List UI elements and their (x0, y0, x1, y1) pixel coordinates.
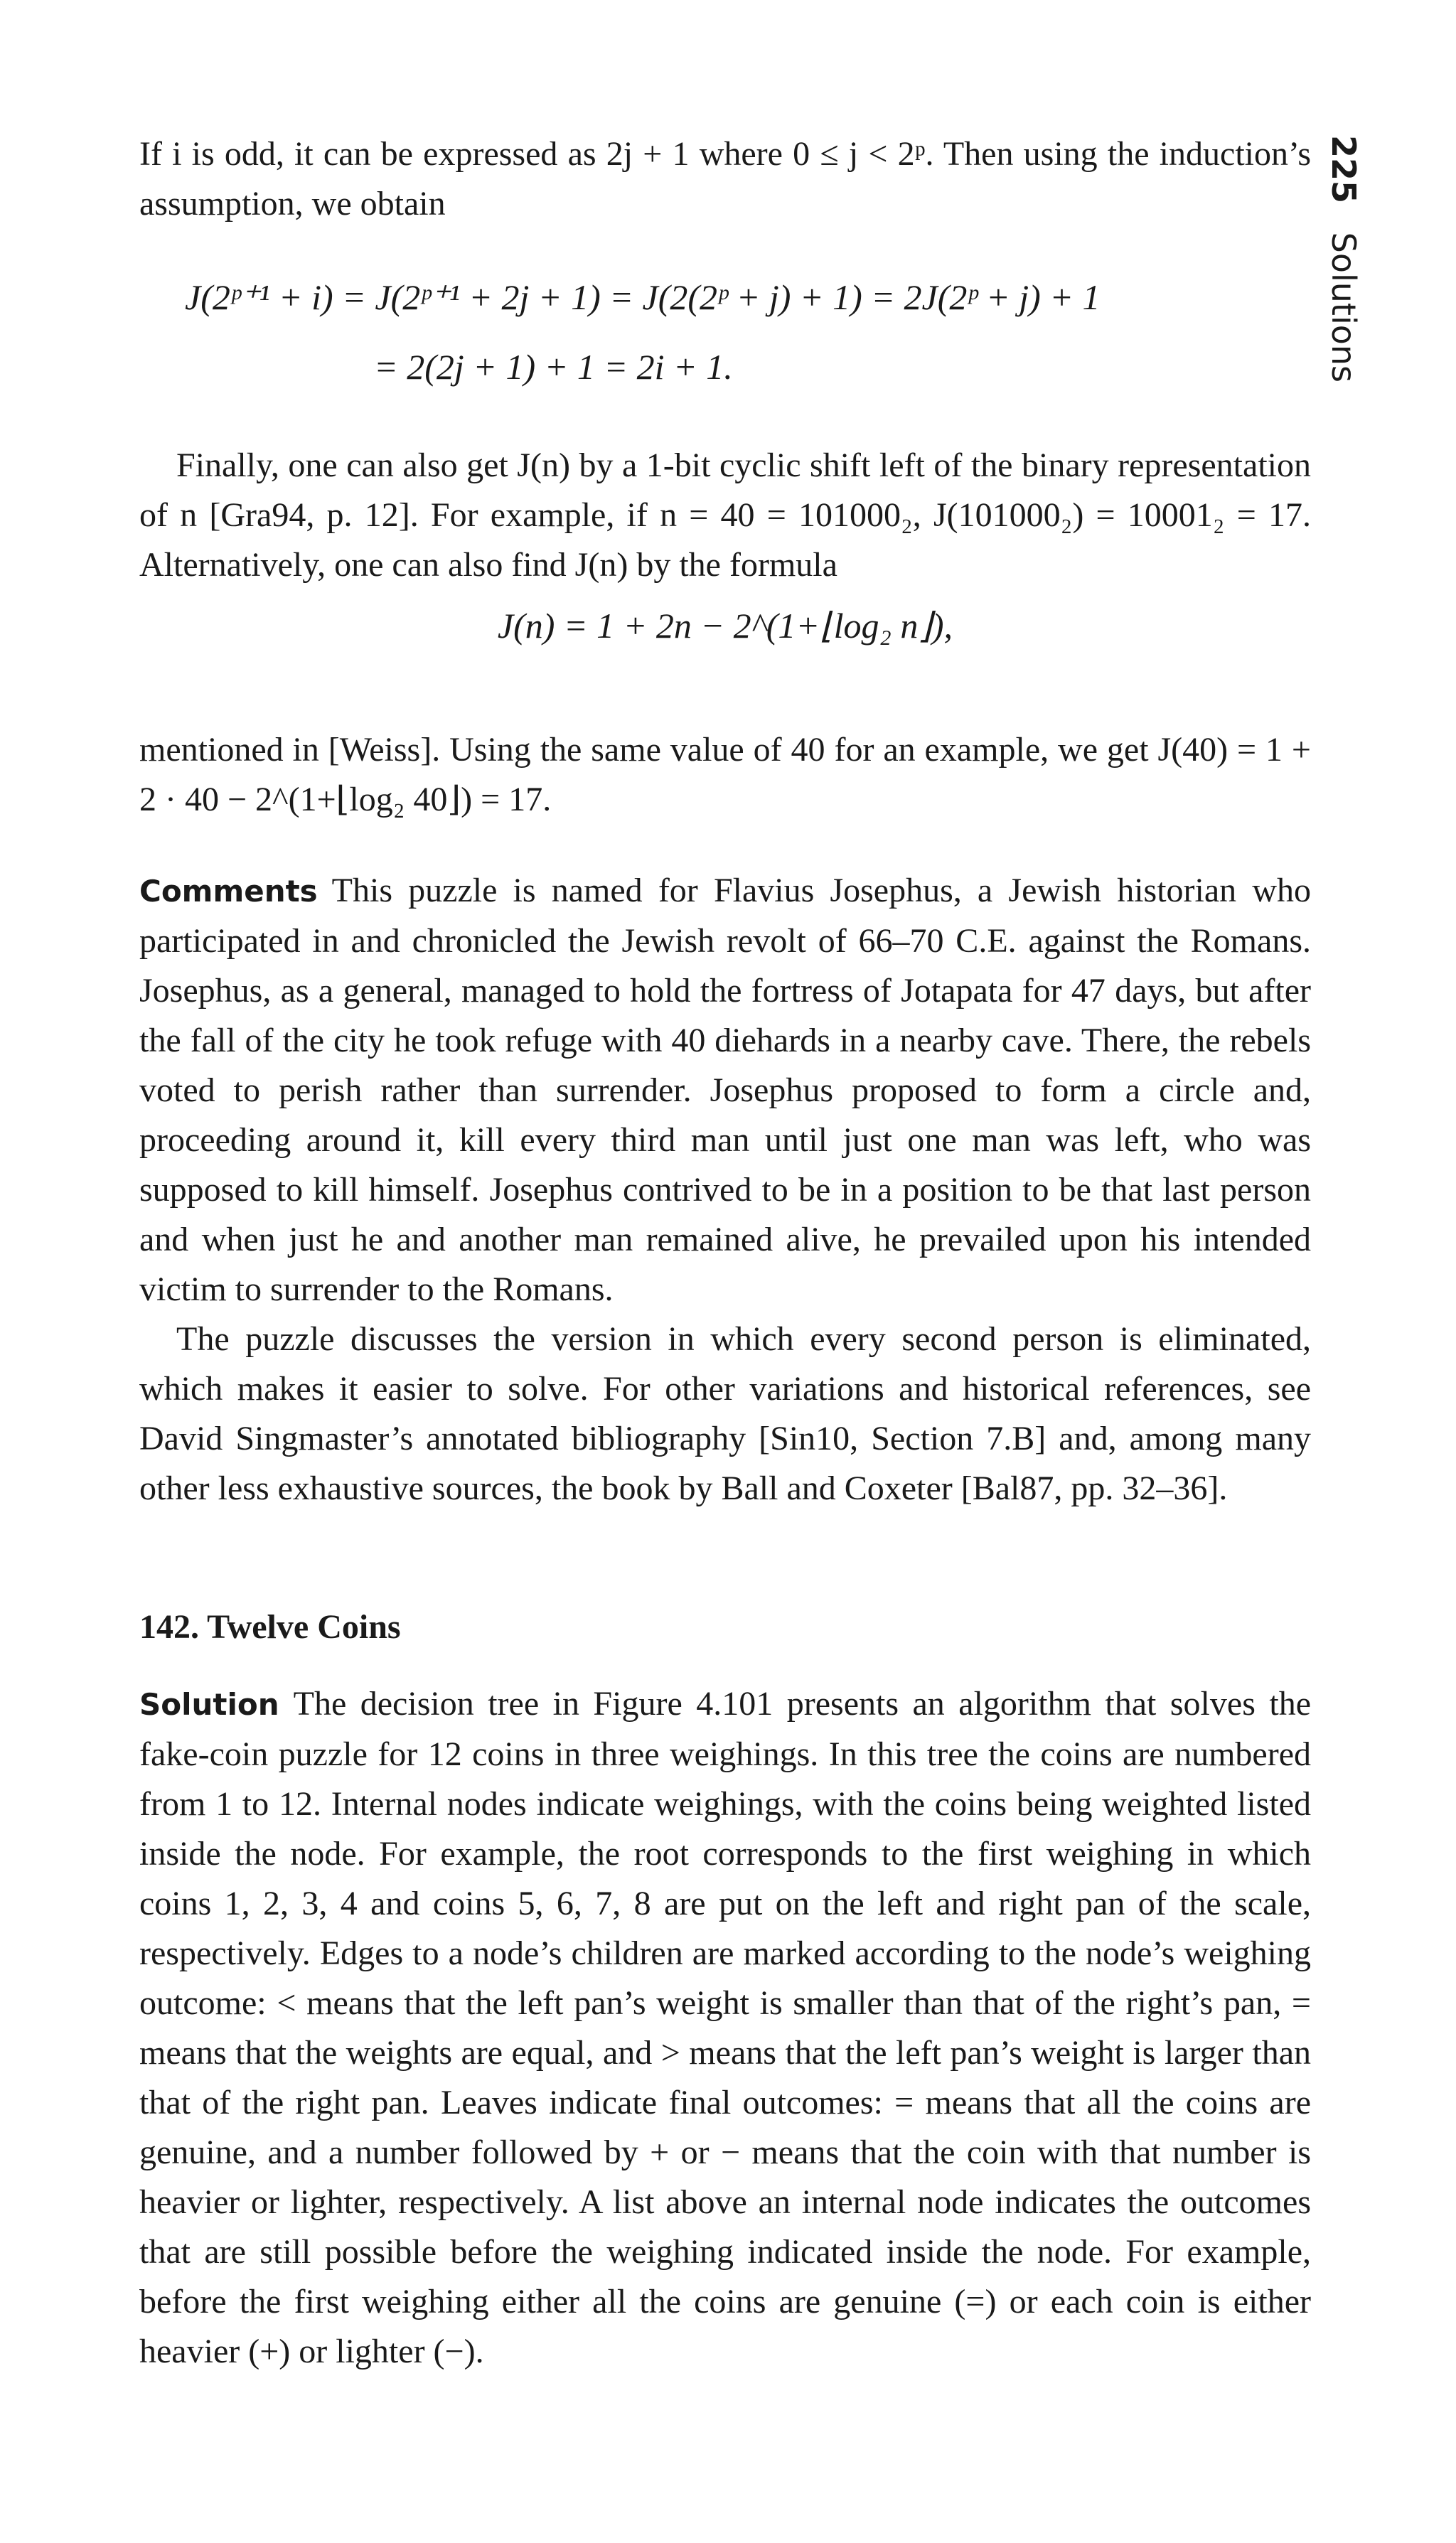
finally-paragraph: Finally, one can also get J(n) by a 1-bit cyclic shift left of the binary representation of n [Gra94, p. 12]. For example, if n = 40 = 101000₂, J(101000₂) = 10001₂ = 17. Alternatively, one can also find J(n) by the formula (139, 446, 1311, 584)
section-name: Solutions (1324, 232, 1363, 383)
running-head (1301, 135, 1386, 419)
equation-line-1: J(2ᵖ⁺¹ + i) = J(2ᵖ⁺¹ + 2j + 1) = J(2(2ᵖ + j) + 1) = 2J(2ᵖ + j) + 1 (185, 277, 1101, 317)
formula-block (139, 599, 1311, 653)
comments-block (139, 866, 1311, 1514)
josephus-formula: J(n) = 1 + 2n − 2^(1+⌊log₂ n⌋), (497, 606, 953, 646)
section-title: 142. Twelve Coins (139, 1608, 401, 1646)
after-formula-block (139, 725, 1311, 825)
finally-block (139, 441, 1311, 590)
intro-block (139, 129, 1311, 229)
comments-label: Comments (139, 874, 318, 909)
solution-block (139, 1679, 1311, 2377)
solution-label: Solution (139, 1687, 279, 1722)
running-head-text (1324, 135, 1363, 419)
solution-text: The decision tree in Figure 4.101 presents an algorithm that solves the fake-coin puzzle for 12 coins in three weighings. In this tree the coins are numbered from 1 to 12. Internal nodes indicate weighings, with the coins being weighted listed inside the node. For example, the root corresponds to the first weighing in which coins 1, 2, 3, 4 and coins 5, 6, 7, 8 are put on the left and right pan of the scale, respectively. Edges to a node’s children are marked according to the node’s weighing outcome: < means that the left pan’s weight is smaller than that of the right’s pan, = means that the weights are equal, and > means that the left pan’s weight is larger than that of the right pan. Leaves indicate final outcomes: = means that all the coins are genuine, and a number followed by + or − means that the coin with that number is heavier or lighter, respectively. A list above an internal node indicates the outcomes that are still possible before the weighing indicated inside the node. For example, before the first weighing either all the coins are genuine (=) or each coin is either heavier (+) or lighter (−). (139, 1685, 1311, 2370)
solution-paragraph (139, 1679, 1311, 2377)
after-formula-paragraph: mentioned in [Weiss]. Using the same value of 40 for an example, we get J(40) = 1 + 2 · 40 − 2^(1+⌊log₂ 40⌋) = 17. (139, 731, 1311, 818)
comments-paragraph-2: The puzzle discusses the version in which every second person is eliminated, which makes it easier to solve. For other variations and historical references, see David Singmaster’s annotated bibliography [Sin10, Section 7.B] and, among many other less exhaustive sources, the book by Ball and Coxeter [Bal87, pp. 32–36]. (139, 1320, 1311, 1507)
section-heading-block (139, 1602, 1311, 1652)
intro-paragraph: If i is odd, it can be expressed as 2j + 1 where 0 ≤ j < 2ᵖ. Then using the induction’s assumption, we obtain (139, 135, 1311, 223)
comments-text-1: This puzzle is named for Flavius Josephus, a Jewish historian who participated in and chronicled the Jewish revolt of 66–70 C.E. against the Romans. Josephus, as a general, managed to hold the fortress of Jotapata for 47 days, but after the fall of the city he took refuge with 40 diehards in a nearby cave. There, the rebels voted to perish rather than surrender. Josephus proposed to form a circle and, proceeding around it, kill every third man until just one man was left, who was supposed to kill himself. Josephus contrived to be in a position to be that last person and when just he and another man remained alive, he prevailed upon his intended victim to surrender to the Romans. (139, 872, 1311, 1308)
page-number: 225 (1324, 135, 1363, 204)
equation-block (139, 270, 1311, 394)
equation-line-2: = 2(2j + 1) + 1 = 2i + 1. (374, 347, 733, 387)
comments-paragraph-1 (139, 866, 1311, 1315)
